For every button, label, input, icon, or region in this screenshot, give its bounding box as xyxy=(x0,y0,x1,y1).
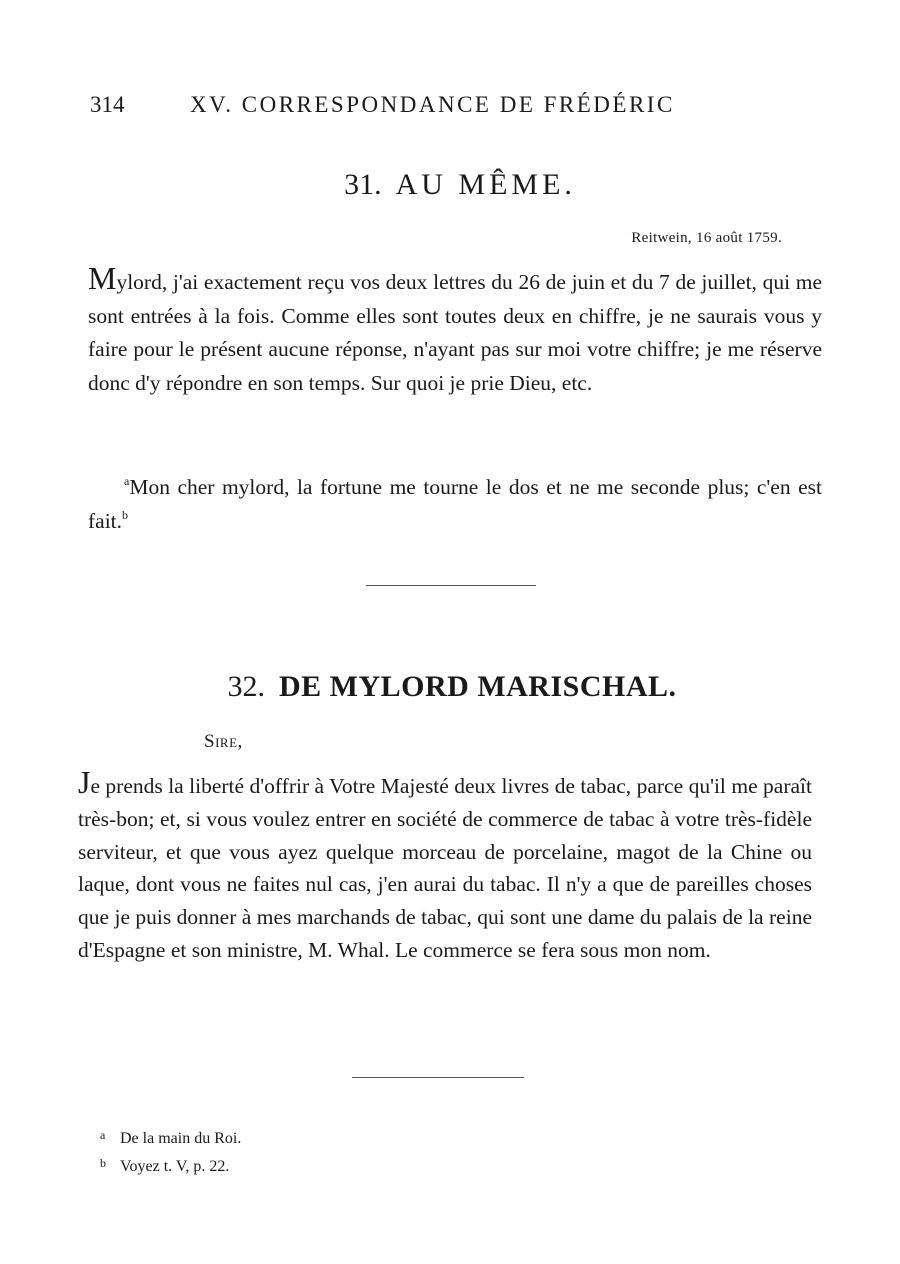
footnote-text: De la main du Roi. xyxy=(120,1130,242,1147)
letter-31-number: 31. xyxy=(344,168,382,201)
letter-32-number: 32. xyxy=(227,670,265,703)
letter-32-body-text: e prends la liberté d'offrir à Votre Majesté deux livres de tabac, parce qu'il me paraît très-bon; et, si vous voulez entrer en société de commerce de tabac à votre très-fidèle serviteur, et que vous ayez quelque morceau de porcelaine, magot de la Chine ou laque, dont vous ne faites nul cas, j'en aurai du tabac. Il n'y a que de pareilles choses que je puis donner à mes marchands de tabac, qui sont une dame du palais de la reine d'Espagne et son ministre, M. Whal. Le commerce se fera sous mon nom. xyxy=(78,774,812,962)
footnote-mark: b xyxy=(100,1156,106,1170)
letter-32-body xyxy=(78,764,812,967)
letter-31-dropcap: M xyxy=(88,260,117,296)
footnote-text: Voyez t. V, p. 22. xyxy=(120,1158,230,1175)
running-head-title: XV. CORRESPONDANCE DE FRÉDÉRIC xyxy=(190,92,675,117)
letter-32-salutation: Sire, xyxy=(204,731,243,752)
footnote-ref-b[interactable]: b xyxy=(122,507,129,522)
footnote-b xyxy=(100,1151,241,1179)
running-head xyxy=(90,92,830,126)
footnote-a xyxy=(100,1123,241,1151)
letter-32-title: DE MYLORD MARISCHAL. xyxy=(278,670,677,703)
letter-31-postscript xyxy=(88,471,822,538)
section-divider xyxy=(366,585,536,586)
letter-31-heading xyxy=(0,168,900,202)
letter-32-heading xyxy=(0,670,900,704)
footnote-divider xyxy=(352,1077,524,1078)
footnote-mark: a xyxy=(100,1128,106,1142)
letter-31-title: AU MÊME. xyxy=(395,168,576,201)
letter-32-dropcap: J xyxy=(78,764,91,800)
letter-31-postscript-text: Mon cher mylord, la fortune me tourne le dos et ne me seconde plus; c'en est fait. xyxy=(88,475,822,533)
letter-31-dateline: Reitwein, 16 août 1759. xyxy=(631,230,782,246)
footnotes xyxy=(100,1123,241,1179)
page-number: 314 xyxy=(90,92,125,117)
footnote-ref-a[interactable]: a xyxy=(124,474,130,488)
letter-31-body-text: ylord, j'ai exactement reçu vos deux lettres du 26 de juin et du 7 de juillet, qui me sont entrées à la fois. Comme elles sont toutes deux en chiffre, je ne saurais vous y faire pour le présent aucune réponse, n'ayant pas sur moi votre chiffre; je me réserve donc d'y répondre en son temps. Sur quoi je prie Dieu, etc. xyxy=(88,270,822,395)
letter-31-body xyxy=(88,260,822,400)
